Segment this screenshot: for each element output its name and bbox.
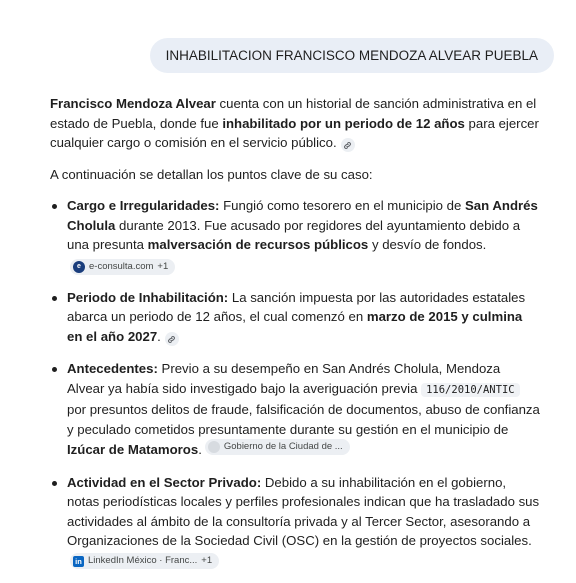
list-item xyxy=(50,473,540,571)
source-more-count: +1 xyxy=(157,260,169,272)
point-text: por presuntos delitos de fraude, falsificación de documentos, abuso de confianza y peculado cometidos presuntamente durante su gestión en el municipio de xyxy=(67,402,540,437)
user-query-text: INHABILITACION FRANCISCO MENDOZA ALVEAR PUEBLA xyxy=(165,48,538,63)
point-label: Periodo de Inhabilitación: xyxy=(67,289,229,305)
source-label: e-consulta.com xyxy=(89,260,154,272)
list-item xyxy=(50,359,540,460)
point-text: . xyxy=(157,328,161,344)
point-bold: marzo de 2015 y culmina en el año 2027 xyxy=(67,309,523,344)
case-number-code: 116/2010/ANTIC xyxy=(421,383,520,397)
list-item xyxy=(50,288,540,347)
point-label: Antecedentes: xyxy=(67,361,158,376)
point-label: Cargo e Irregularidades: xyxy=(67,198,220,213)
link-icon[interactable] xyxy=(165,332,179,346)
point-text: La sanción impuesta por las autoridades estatales abarca un periodo de 12 años, el cual comenzó en xyxy=(67,289,526,324)
list-item xyxy=(50,196,540,275)
source-chip[interactable] xyxy=(205,439,350,455)
e-consulta-logo-icon: e xyxy=(73,261,85,273)
point-label: Actividad en el Sector Privado: xyxy=(67,474,262,490)
point-text: durante 2013. Fue acusado por regidores del ayuntamiento debido a una presunta xyxy=(67,217,521,252)
point-bold: San Andrés Cholula xyxy=(67,198,538,233)
point-text: y desvío de fondos. xyxy=(368,237,487,252)
person-name: Francisco Mendoza Alvear xyxy=(50,96,216,111)
point-text: Fungió como tesorero en el municipio de xyxy=(219,198,466,213)
source-label: LinkedIn México · Franc... xyxy=(88,555,198,566)
point-bold: malversación de recursos públicos xyxy=(147,237,369,252)
intro-bold-1: inhabilitado por un periodo de 12 años xyxy=(222,115,465,131)
source-label: Gobierno de la Ciudad de ... xyxy=(223,441,343,452)
source-chip[interactable] xyxy=(70,259,175,275)
link-icon[interactable] xyxy=(341,138,355,152)
intro-text-2: para ejercer cualquier cargo o comisión en el servicio público. xyxy=(50,115,539,150)
source-chip[interactable] xyxy=(70,553,219,569)
intro-text-1: cuenta con un historial de sanción administrativa en el estado de Puebla, donde fue xyxy=(50,96,537,131)
response-intro-paragraph xyxy=(50,94,540,153)
list-intro-paragraph: A continuación se detallan los puntos clave de su caso: xyxy=(50,166,373,182)
source-more-count: +1 xyxy=(201,555,213,566)
point-bold: Izúcar de Matamoros xyxy=(67,442,199,457)
key-points-list xyxy=(50,196,540,570)
point-text: Debido a su inhabilitación en el gobierno, notas periodísticas locales y perfiles profesionales indican que ha trasladado sus actividades al ámbito de la consultoría privada y al Tercer Sector, asesorando a Organizaciones de la Sociedad Civil (OSC) en la gestión de proyectos sociales. xyxy=(67,474,540,548)
linkedin-logo-icon: in xyxy=(73,556,84,567)
user-query-bubble xyxy=(150,38,554,73)
ai-response xyxy=(50,94,540,583)
gobierno-logo-icon xyxy=(208,441,220,453)
point-text: . xyxy=(198,442,202,457)
point-text: Previo a su desempeño en San Andrés Cholula, Mendoza Alvear ya había sido investigado bajo la averiguación previa xyxy=(67,361,501,396)
